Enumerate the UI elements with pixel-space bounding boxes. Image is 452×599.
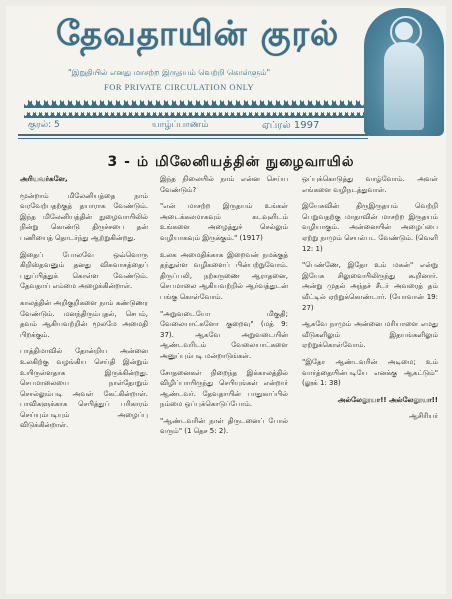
newsletter-title: தேவதாயின் குரல் xyxy=(56,14,340,54)
article-paragraph: "அறுவடையோ மிகுதி; வேலையாட்களோ குறைவு" (மத் 9: 37). ஆகவே அறுவடையின் ஆண்டவரிடம் வேலையாட்களை அனுப்பும்படி மன்றாடுங்கள். xyxy=(160,309,288,360)
article-paragraph: "பெண்ணே, இதோ உம் மகன்" என்று இயேசு சிலுவையிலிருந்து கூறினார். அன்று முதல் அந்தச் சீடர் அவரைத் தம் வீட்டில் ஏற்றுக்கொண்டார். (யோவான் 19: 27) xyxy=(302,261,438,312)
article-paragraph: "இதோ ஆண்டவரின் அடிமை; உம் வார்த்தையின்படியே எனக்கு ஆகட்டும்" (லூக் 1: 38) xyxy=(302,357,438,388)
article-paragraph: உலக அமைதிக்காக இறைவன் நமக்குத் தந்துள்ள வழிகளைப் பின்பற்றுவோம். திருப்பலி, நற்கருணை ஆராதனை, செபமாலை ஆகியவற்றில் ஆர்வத்துடன் பங்கு கொள்வோம். xyxy=(160,250,288,301)
article-paragraph: "ஆண்டவரின் நாள் திருடனைப் போல் வரும்" (1 தெச 5: 2). xyxy=(160,416,288,436)
newsletter-motto: "இறுதியில் எனது மாசற்ற இருதயம் வெற்றி கொள்ளும்" xyxy=(68,68,271,77)
newsletter-page xyxy=(6,6,446,594)
issue-date: ஏப்ரல் 1997 xyxy=(262,120,320,131)
circulation-note: FOR PRIVATE CIRCULATION ONLY xyxy=(104,82,255,92)
header-rule-thin xyxy=(18,138,368,139)
article-paragraph: இதைப் போலவே ஒவ்வொரு கிறிஸ்தவனும் தனது விசுவாசத்தைப் புதுப்பித்துக் கொள்ள வேண்டும். தேவதாய் எம்மை அழைக்கின்றாள். xyxy=(20,250,148,291)
article-paragraph: "என் மாசற்ற இருதயம் உங்கள் அடைக்கலமாகவும் கடவுளிடம் உங்களை அழைத்துச் செல்லும் வழியாகவும் இருக்கும்." (1917) xyxy=(160,202,288,242)
article-author: ஆசிரியர் xyxy=(408,412,438,421)
article-paragraph: பாத்திமாவில் தோன்றிய அன்னை உலகிற்கு வழங்கிய செய்தி இன்றும் உயிருள்ளதாக இருக்கின்றது. செபமாலையை நாள்தோறும் சொல்லும்படி அவள் கேட்கின்றாள். பாவிகளுக்காக செபித்துப் பரிகாரம் செய்யும்படியும் அழைப்பு விடுக்கின்றாள். xyxy=(20,347,148,430)
article-column-2 xyxy=(160,174,288,592)
article-paragraph: காலத்தின் அறிகுறிகளை நாம் கண்டுணர வேண்டும். மனந்திரும்புதல், செபம், தவம் ஆகியவற்றின் மூலமே அமைதி பிறக்கும். xyxy=(20,298,148,339)
article-column-1 xyxy=(20,174,148,592)
header-rule xyxy=(18,134,368,136)
decorative-border-top xyxy=(24,100,370,108)
article-column-3 xyxy=(302,174,438,592)
madonna-illustration xyxy=(364,8,444,136)
figure-robe xyxy=(384,42,424,130)
article-paragraph: ஆகவே நாமும் அன்னை மரியாளை எமது வீடுகளிலும் இதயங்களிலும் ஏற்றுக்கொள்வோம். xyxy=(302,320,438,350)
article-paragraph: இந்த நிலையில் நாம் என்ன செய்ய வேண்டும்? xyxy=(160,175,288,194)
article-paragraph: ஒப்புக்கொடுத்து வாழ்வோம். அவள் எங்களை வழிநடத்துவாள். xyxy=(302,175,438,194)
article-paragraph: இயேசுவின் திருஇருதயம் வெற்றி பெறுவதற்கு மாதாவின் மாசற்ற இருதயம் வழியாகும். அன்னையின் அழைப்பை ஏற்று நாமும் செயல்பட வேண்டும். (வெளி 12: 1) xyxy=(302,202,438,253)
issue-number: குரல்: 5 xyxy=(28,120,60,130)
issue-line xyxy=(26,118,356,134)
article-paragraph: அரியவர்களே, xyxy=(20,175,68,183)
issue-place: யாழ்ப்பாணம் xyxy=(152,120,209,130)
article-paragraph: மூன்றாம் மிலேனியத்தை நாம் வரவேற்பதற்குத் தயாராக வேண்டும். இந்த மிலேனியத்தின் நுழைவாயிலில் நின்று கொண்டு திருச்சபை தன் பணியைத் தொடர்ந்து ஆற்றுகின்றது. xyxy=(20,191,148,242)
figure-head xyxy=(395,22,413,40)
article-paragraph: சோதனைகள் நிறைந்த இக்காலத்தில் விழிப்பாயிருந்து செபியுங்கள் என்றார் ஆண்டவர். தேவதாயின் பாதுகாப்பில் நம்மை ஒப்புக்கொடுப்போம். xyxy=(160,368,288,409)
article-closing: அல்லேலூயா!! அல்லேலூயா!! xyxy=(337,395,438,404)
article-heading: 3 - ம் மிலேனியத்தின் நுழைவாயில் xyxy=(107,154,355,170)
